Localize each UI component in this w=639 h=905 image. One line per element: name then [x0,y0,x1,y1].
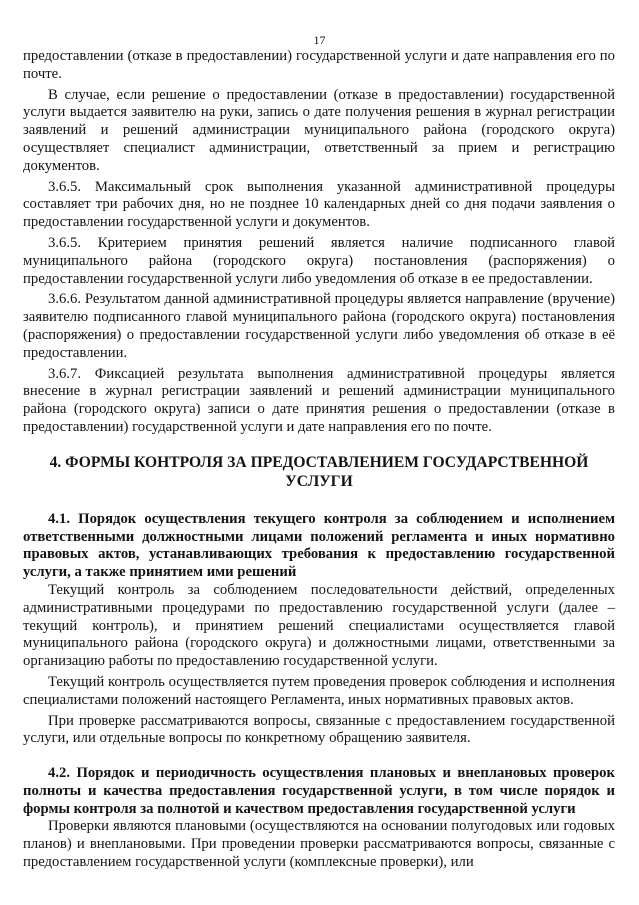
subsection-4-2-title: 4.2. Порядок и периодичность осуществления плановых и внеплановых проверок полноты и качества предоставления государственной услуги, в том числе порядок и формы контроля за полнотой и качеством предоставления государственной услуги [23,765,615,817]
paragraph-3-6-7-fixation: 3.6.7. Фиксацией результата выполнения административной процедуры является внесение в журнал регистрации заявлений и решений администрации муниципального района (городского округа) записи о дате принятия решения о предоставлении (отказе в предоставлении) государственной услуги и дате направления его по почте. [23,365,615,435]
section-heading: 4. ФОРМЫ КОНТРОЛЯ ЗА ПРЕДОСТАВЛЕНИЕМ ГОСУДАРСТВЕННОЙ УСЛУГИ [49,453,589,490]
subsection-4-1-paragraph: Текущий контроль за соблюдением последовательности действий, определенных административными процедурами по предоставлению государственной услуги (далее – текущий контроль), и принятием решений специалистами осуществляется главой муниципального района (городского округа) и должностными лицами, ответственными за организацию работы по предоставлению государственной услуги. [23,581,615,670]
page-number: 17 [313,33,326,47]
paragraph-3-6-5-deadline: 3.6.5. Максимальный срок выполнения указанной административной процедуры составляет три рабочих дня, но не позднее 10 календарных дней со дня подачи заявления о предоставлении государственной услуги и документов. [23,178,615,231]
paragraph-handover: В случае, если решение о предоставлении (отказе в предоставлении) государственной услуги выдается заявителю на руки, запись о дате получения решения в журнал регистрации заявлений и решений администрации муниципального района (городского округа) осуществляет специалист администрации, ответственный за прием и регистрацию документов. [23,86,615,174]
paragraph-continuation: предоставлении (отказе в предоставлении) государственной услуги и дате направления его по почте. [23,48,615,82]
paragraph-3-6-5-criteria: 3.6.5. Критерием принятия решений является наличие подписанного главой муниципального района (городского округа) постановления (распоряжения) о предоставлении государственной услуги либо уведомления об отказе в ее предоставлении. [23,234,615,287]
page-content [23,48,615,872]
subsection-4-1-paragraph: Текущий контроль осуществляется путем проведения проверок соблюдения и исполнения специалистами положений настоящего Регламента, иных нормативных правовых актов. [23,673,615,708]
subsection-4-1-title: 4.1. Порядок осуществления текущего контроля за соблюдением и исполнением ответственными должностными лицами положений регламента и иных нормативно правовых актов, устанавливающих требования к предоставлению государственной услуги, а также принятием ими решений [23,510,615,581]
paragraph-3-6-6-result: 3.6.6. Результатом данной административной процедуры является направление (вручение) заявителю подписанного главой муниципального района (городского округа) постановления (распоряжения) о предоставлении государственной услуги либо уведомления об отказе в её предоставлении. [23,291,615,361]
subsection-4-1-paragraph: При проверке рассматриваются вопросы, связанные с предоставлением государственной услуги, или отдельные вопросы по конкретному обращению заявителя. [23,712,615,747]
subsection-4-2-paragraph: Проверки являются плановыми (осуществляются на основании полугодовых или годовых планов) и внеплановыми. При проведении проверки рассматриваются вопросы, связанные с предоставлением государственной услуги (комплексные проверки), или [23,818,615,871]
